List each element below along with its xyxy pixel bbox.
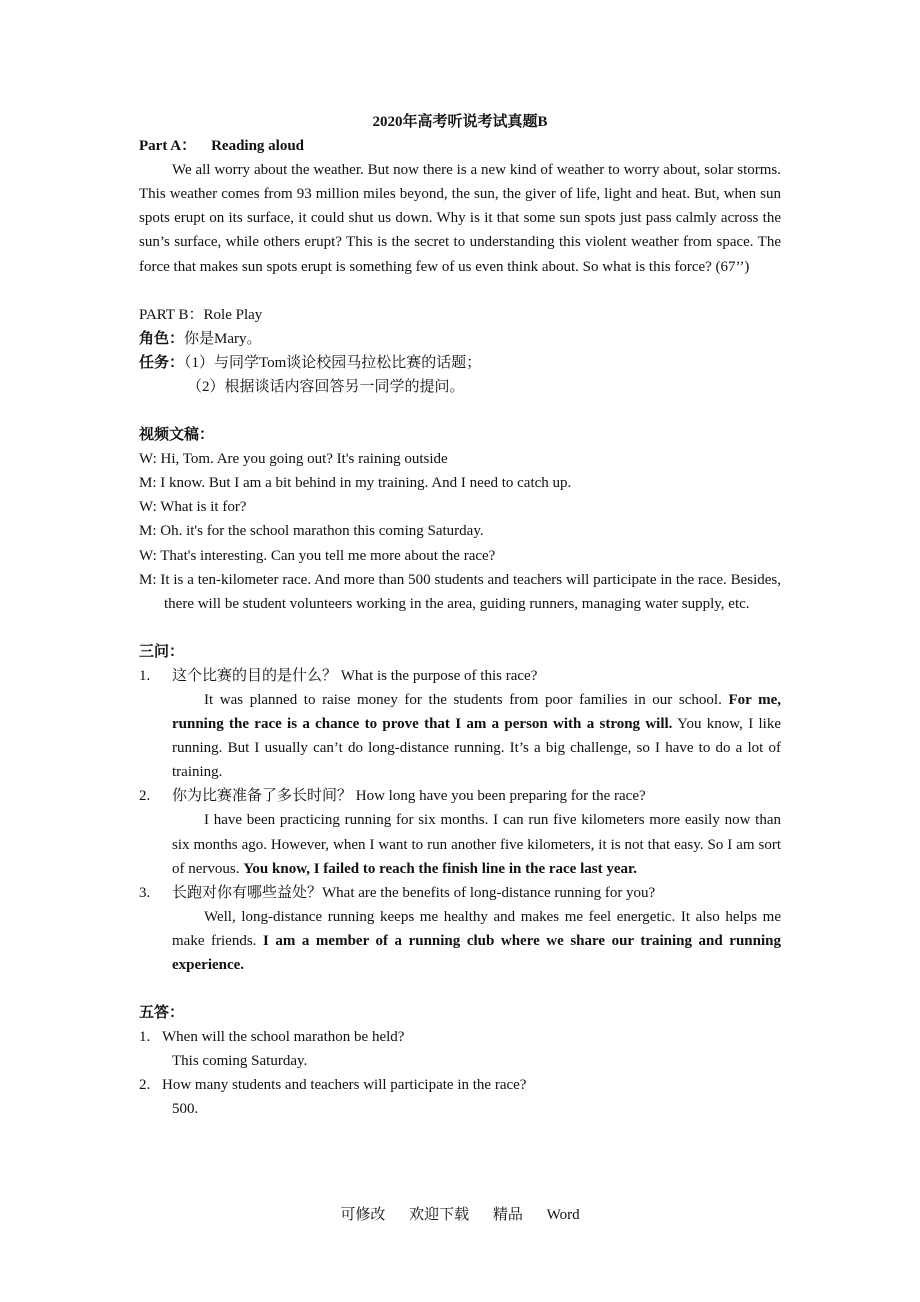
part-a-label: Part A： [139, 138, 197, 155]
question-answer [139, 808, 781, 880]
footer-item: 精品 [492, 1207, 523, 1223]
answer-number: 2. [139, 1077, 151, 1094]
answer-item [139, 1073, 781, 1097]
answer-highlight: For me, running the race is a chance to prove that I am a person with a strong will. [172, 691, 781, 733]
answer-text: Well, long-distance running keeps me healthy and makes me feel energetic. It also helps me make friends. [172, 908, 781, 949]
task-label: 任务： [139, 354, 185, 371]
question-number: 3. [139, 884, 151, 901]
question-text: 长跑对你有哪些益处？What are the benefits of long-distance running for you? [172, 884, 656, 901]
answer-highlight: You know, I failed to reach the finish line in the race last year. [243, 860, 638, 877]
task-line-1 [139, 351, 781, 375]
three-questions-heading: 三问： [139, 643, 185, 660]
answer-text: I have been practicing running for six months. I can run five kilometers more easily now than six months ago. However, when I want to run another five kilometers, it is not that easy. So I am sort of nervous. [172, 812, 781, 877]
task-line-2: （2）根据谈话内容回答另一同学的提问。 [187, 378, 465, 395]
footer-item: 可修改 [340, 1207, 386, 1223]
answer-highlight: I am a member of a running club where we share our training and running experience. [172, 932, 781, 973]
question-text: 这个比赛的目的是什么？ What is the purpose of this race? [172, 667, 538, 684]
reading-aloud-paragraph: We all worry about the weather. But now there is a new kind of weather to worry about, solar storms. This weather comes from 93 million miles beyond, the sun, the giver of life, light and heat. But, when sun spots erupt on its surface, it could shut us down. Why is it that some sun spots just pass calmly across the sun’s surface, while others erupt? This is the secret to understanding this violent weather from space. The force that makes sun spots erupt is something few of us even think about. So what is this force? (67’’) [139, 162, 781, 275]
answer-question: How many students and teachers will participate in the race? [162, 1077, 527, 1094]
page-footer [0, 1203, 920, 1224]
question-answer [139, 905, 781, 977]
question-item [139, 664, 781, 688]
script-line: M: It is a ten-kilometer race. And more than 500 students and teachers will participate in the race. Besides, there will be student volunteers working in the area, guiding runners, managing water supply, etc. [139, 571, 781, 612]
question-item [139, 784, 781, 808]
answer-text: You know, I like running. But I usually can’t do long-distance running. It’s a big challenge, so I have to do a lot of training. [172, 716, 781, 781]
script-heading: 视频文稿： [139, 427, 215, 444]
script-line: W: What is it for? [139, 499, 247, 516]
script-line: W: Hi, Tom. Are you going out? It's raining outside [139, 451, 448, 468]
footer-item: Word [546, 1207, 580, 1223]
task-1-text: （1）与同学Tom谈论校园马拉松比赛的话题； [184, 354, 482, 371]
part-b-heading: PART B：Role Play [139, 306, 263, 323]
answer-item [139, 1025, 781, 1049]
answer-value: This coming Saturday. [172, 1053, 308, 1070]
answer-question: When will the school marathon be held? [162, 1029, 405, 1046]
script-line: M: Oh. it's for the school marathon this coming Saturday. [139, 523, 484, 540]
document-page [139, 110, 781, 1122]
script-line: W: That's interesting. Can you tell me more about the race? [139, 547, 496, 564]
answer-value: 500. [172, 1101, 199, 1118]
role-label: 角色： [139, 330, 185, 347]
part-a-title: Reading aloud [211, 138, 305, 155]
footer-item: 欢迎下载 [409, 1207, 470, 1223]
answer-text: It was planned to raise money for the students from poor families in our school. [204, 691, 729, 708]
question-answer [139, 688, 781, 784]
part-a-heading [139, 134, 781, 158]
role-line [139, 327, 781, 351]
question-item [139, 881, 781, 905]
answer-number: 1. [139, 1029, 151, 1046]
page-title: 2020年高考听说考试真题B [372, 114, 548, 130]
script-line: M: I know. But I am a bit behind in my training. And I need to catch up. [139, 475, 572, 492]
question-number: 2. [139, 788, 151, 805]
question-number: 1. [139, 667, 151, 684]
question-text: 你为比赛准备了多长时间？ How long have you been preparing for the race? [172, 788, 646, 805]
role-text: 你是Mary。 [184, 330, 262, 347]
five-answers-heading: 五答： [139, 1005, 185, 1022]
